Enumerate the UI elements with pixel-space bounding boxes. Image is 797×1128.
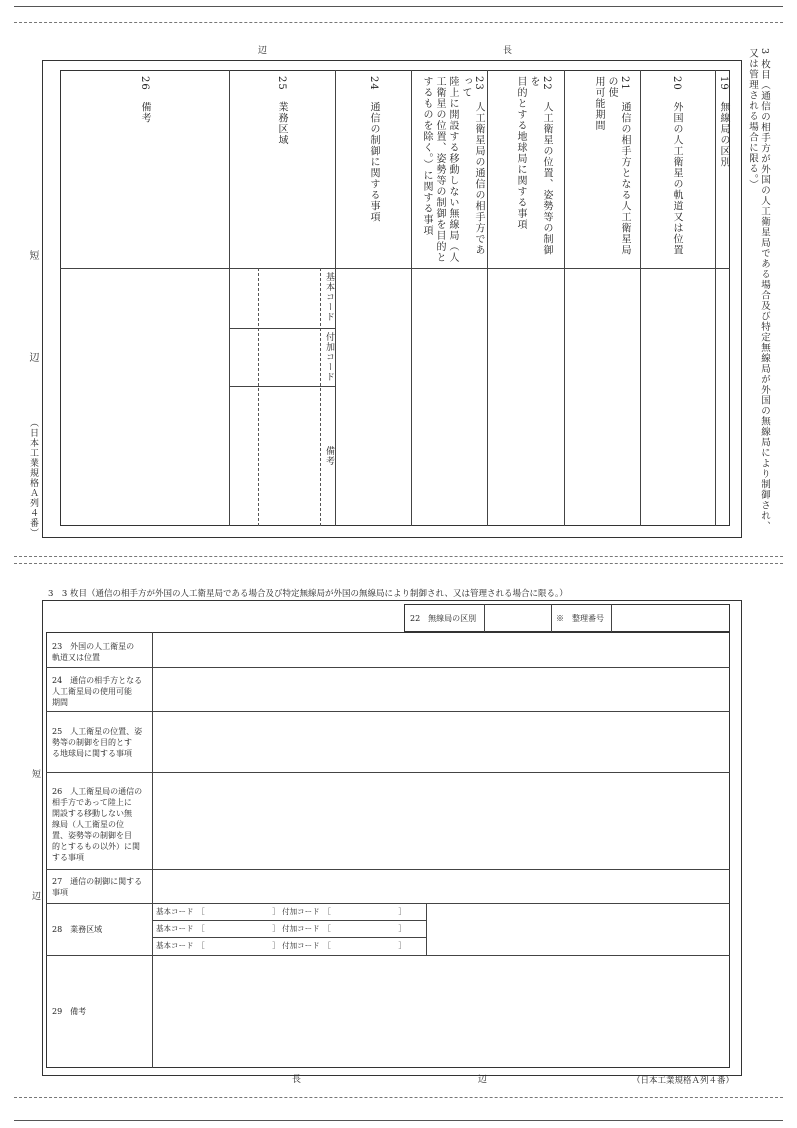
- row-label-29: 29 備考: [52, 1007, 87, 1016]
- column-label-25: 25 業務区域: [276, 76, 287, 146]
- cut-line: [14, 563, 783, 564]
- jis-note: （日本工業規格Ａ列４番）: [28, 418, 38, 538]
- edge-label: 短: [32, 770, 42, 780]
- code-line: 基本コード ［ ］ 付加コード ［ ］: [156, 907, 406, 916]
- ref-no-label: ※ 整理番号: [556, 614, 604, 623]
- main-table: [46, 632, 730, 1068]
- edge-label: 辺: [32, 892, 42, 902]
- edge-label: 長: [292, 1075, 302, 1085]
- row-label-25: 25 人工衛星の位置、姿 勢等の制御を目的とす る地球局に関する事項: [52, 727, 143, 758]
- cut-line: [14, 22, 783, 23]
- base-code-label: 基本コード: [324, 272, 334, 322]
- code-line: 基本コード ［ ］ 付加コード ［ ］: [156, 941, 406, 950]
- header-divider: [60, 268, 730, 269]
- edge-label: 長: [503, 46, 513, 56]
- column-label-24: 24 通信の制御に関する事項: [368, 76, 379, 223]
- column-label-20: 20 外国の人工衛星の軌道又は位置: [671, 76, 682, 256]
- row-label-24: 24 通信の相手方となる 人工衛星局の使用可能 期間: [52, 676, 143, 707]
- form-title: 3 枚目（通信の相手方が外国の人工衛星局である場合及び特定無線局が外国の無線局により制御され、 又は管理される場合に限る。）: [747, 48, 770, 532]
- row-label-23: 23 外国の人工衛星の 軌道又は位置: [52, 642, 135, 662]
- edge-label: 辺: [258, 46, 268, 56]
- cut-line: [14, 1097, 783, 1098]
- column-label-26: 26 備考: [139, 76, 150, 124]
- column-label-19: 19 無線局の区別: [718, 76, 729, 168]
- row-label-28: 28 業務区域: [52, 925, 103, 934]
- jis-note: （日本工業規格Ａ列４番）: [632, 1076, 735, 1086]
- add-code-label: 付加コード: [324, 332, 334, 382]
- column-label-22: 22 人工衛星の位置、姿勢等の制御を 目的とする地球局に関する事項: [515, 76, 552, 256]
- edge-label: 短: [27, 250, 38, 261]
- row-label-27: 27 通信の制御に関する 事項: [52, 877, 143, 897]
- cut-line: [14, 556, 783, 557]
- area-note-label: 備考: [324, 446, 334, 466]
- form-title: 3 3 枚目（通信の相手方が外国の人工衛星局である場合及び特定無線局が外国の無線局により制御され、又は管理される場合に限る。）: [48, 589, 568, 599]
- column-label-23: 23 人工衛星局の通信の相手方であって 陸上に開設する移動しない無線局（人 工衛星の位置、姿勢等の制御を目的と するものを除く。）に関する事項: [421, 76, 484, 263]
- edge-label: 辺: [27, 352, 38, 363]
- row-label-26: 26 人工衛星局の通信の 相手方であって陸上に 開設する移動しない無 線局（人工衛星の位 置、姿勢等の制御を目 的とするもの以外）に関 する事項: [52, 787, 143, 862]
- edge-label: 辺: [478, 1075, 488, 1085]
- code-line: 基本コード ［ ］ 付加コード ［ ］: [156, 924, 406, 933]
- column-label-21: 21 通信の相手方となる人工衛星局の使 用可能期間: [593, 76, 630, 256]
- top-rule: [14, 6, 783, 7]
- bottom-rule: [14, 1120, 783, 1121]
- station-class-label: 22 無線局の区別: [410, 614, 477, 623]
